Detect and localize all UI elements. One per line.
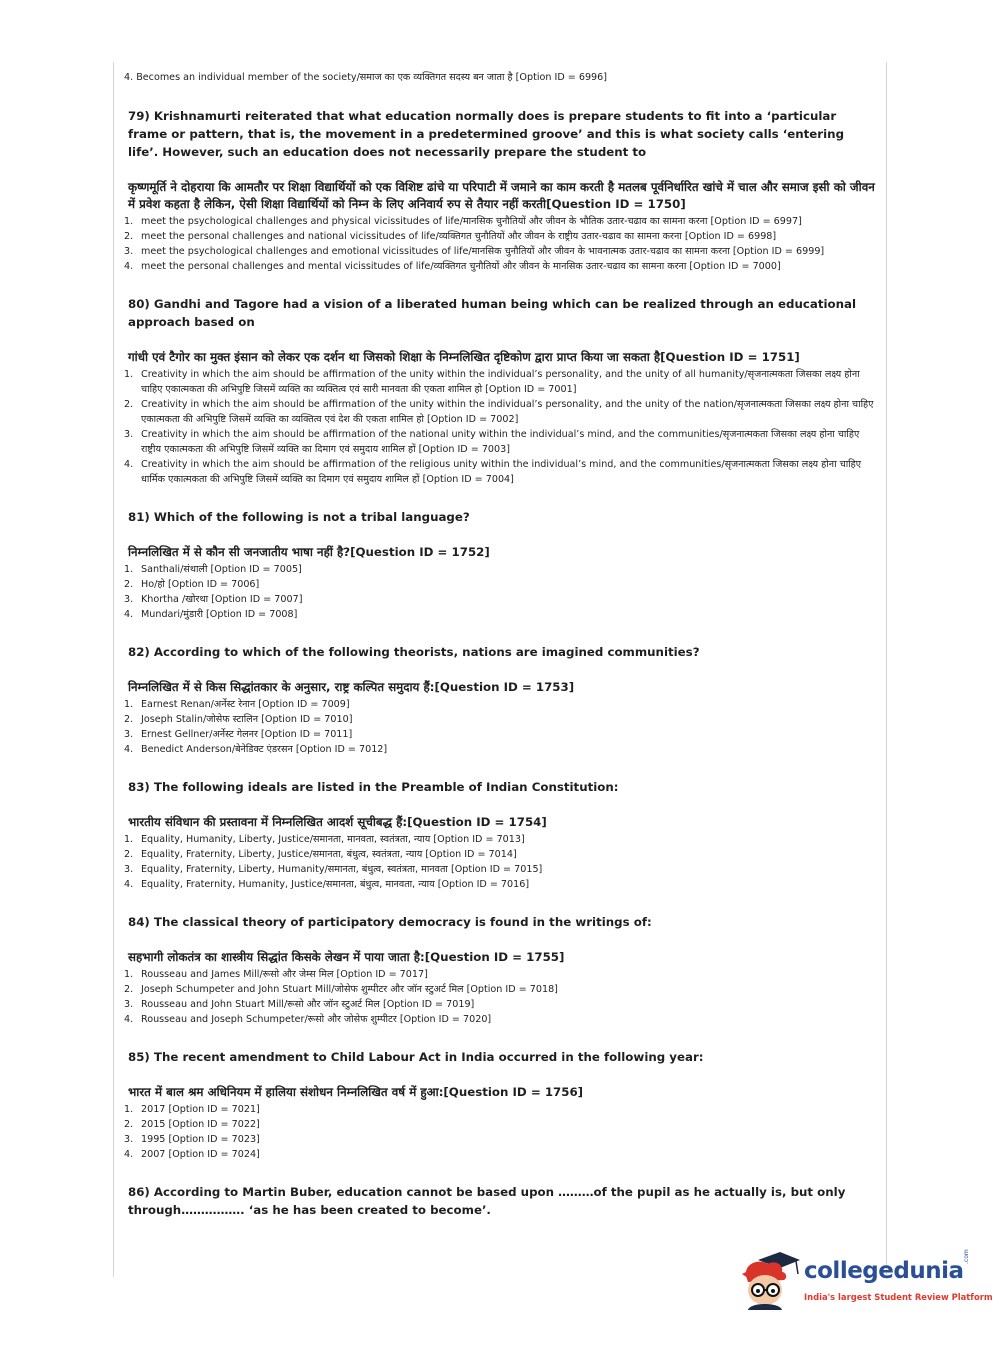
question-83 [124,778,876,892]
question-text-hi: सहभागी लोकतंत्र का शास्त्रीय सिद्धांत किसके लेखन में पाया जाता है:[Question ID = 1755] [128,950,565,964]
question-text-en: 79) Krishnamurti reiterated that what education normally does is prepare students to fit into a ‘particular frame or pattern, that is, the movement in a predetermined groove’ and this is what society calls ‘entering life’. However, such an education does not necessarily prepare the student to [128,109,845,159]
option-text: Equality, Fraternity, Liberty, Justice/समानता, बंधुत्व, स्वतंत्रता, न्याय [Option ID = 7014] [141,849,517,860]
option-text: Creativity in which the aim should be affirmation of the unity within the individual’s personality, and the unity of all humanity/सृजनात्मकता जिसका लक्ष्य होना चाहिए एकात्मकता की अभिपुष्टि जिसमें व्यक्ति का व्यक्तित्व एवं सारी मानवता की एकता शामिल हो [Option ID = 7001] [141,369,860,395]
option-text: meet the psychological challenges and emotional vicissitudes of life/मानसिक चुनौतियों और जीवन के भावनात्मक उतार-चढाव का सामना करना [Option ID = 6999] [141,246,825,257]
option-text: Equality, Fraternity, Liberty, Humanity/समानता, बंधुत्व, स्वतंत्रता, मानवता [Option ID = 7015] [141,864,543,875]
question-text-hi: गांधी एवं टैगोर का मुक्त इंसान को लेकर एक दर्शन था जिसको शिक्षा के निम्नलिखित दृष्टिकोण द्वारा प्राप्त किया जा सकता है[Question ID = 1751] [128,350,800,364]
option-text: meet the personal challenges and mental vicissitudes of life/व्यक्तिगत चुनौतियों और जीवन के मानसिक उतार-चढाव का सामना करना [Option ID = 7000] [141,261,781,272]
option-number: 3. [124,1134,134,1145]
option-number: 3. [124,429,134,440]
option-text: Benedict Anderson/बेनेडिक्ट एंडरसन [Option ID = 7012] [141,744,388,755]
option-item [124,259,876,274]
logo-tagline: India's largest Student Review Platform [804,1292,993,1302]
option-number: 4. [124,459,134,470]
question-text-hi: निम्नलिखित में से किस सिद्धांतकार के अनुसार, राष्ट्र कल्पित समुदाय हैं:[Question ID = 1753] [128,680,575,694]
option-number: 1. [124,369,134,380]
option-text: Joseph Schumpeter and John Stuart Mill/जोसेफ शुम्पीटर और जॉन स्टुअर्ट मिल [Option ID = 7018] [141,984,558,995]
option-item [124,697,876,712]
option-number: 4. [124,609,134,620]
option-item [124,562,876,577]
option-number: 4. [124,879,134,890]
option-number: 4. [124,1149,134,1160]
option-number: 4. [124,261,134,272]
question-text-en: 80) Gandhi and Tagore had a vision of a liberated human being which can be realized through an educational approach based on [128,297,857,329]
option-number: 1. [124,834,134,845]
option-item [124,877,876,892]
option-text: Earnest Renan/अर्नेस्ट रेनान [Option ID = 7009] [141,699,350,710]
option-item [124,982,876,997]
option-text: 2015 [Option ID = 7022] [141,1119,260,1130]
question-80 [124,295,876,487]
question-paper [124,70,876,1240]
option-number: 1. [124,969,134,980]
option-number: 2. [124,231,134,242]
option-text: Joseph Stalin/जोसेफ स्टालिन [Option ID = 7010] [141,714,353,725]
option-list [124,214,876,274]
question-text-en: 83) The following ideals are listed in the Preamble of Indian Constitution: [128,780,619,794]
option-number: 2. [124,714,134,725]
logo-suffix: .com [963,1249,970,1264]
option-item [124,997,876,1012]
question-text-hi: निम्नलिखित में से कौन सी जनजातीय भाषा नहीं है?[Question ID = 1752] [128,545,490,559]
option-item [124,727,876,742]
option-item [124,967,876,982]
question-84 [124,913,876,1027]
option-item [124,1102,876,1117]
option-list [124,832,876,892]
option-text: meet the psychological challenges and physical vicissitudes of life/मानसिक चुनौतियों और जीवन के भौतिक उतार-चढाव का सामना करना [Option ID = 6997] [141,216,802,227]
option-item [124,742,876,757]
option-item [124,712,876,727]
option-list [124,697,876,757]
option-text: Equality, Fraternity, Humanity, Justice/समानता, बंधुत्व, मानवता, न्याय [Option ID = 7016] [141,879,530,890]
option-number: 1. [124,564,134,575]
option-number: 2. [124,849,134,860]
option-number: 3. [124,864,134,875]
option-text: meet the personal challenges and national vicissitudes of life/व्यक्तिगत चुनौतियों और जीवन के राष्ट्रीय उतार-चढाव का सामना करना [Option ID = 6998] [141,231,777,242]
option-text: Creativity in which the aim should be affirmation of the religious unity within the individual’s mind, and the communities/सृजनात्मकता जिसका लक्ष्य होना चाहिए धार्मिक एकात्मकता की अभिपुष्टि जिसमें व्यक्ति का दिमाग एवं समुदाय शामिल हों [Option ID = 7004] [141,459,862,485]
question-text-hi: भारत में बाल श्रम अधिनियम में हालिया संशोधन निम्नलिखित वर्ष में हुआ:[Question ID = 1756] [128,1085,584,1099]
option-number: 1. [124,216,134,227]
option-text: Ho/हो [Option ID = 7006] [141,579,260,590]
option-text: Creativity in which the aim should be affirmation of the national unity within the individual’s mind, and the communities/सृजनात्मकता जिसका लक्ष्य होना चाहिए राष्ट्रीय एकात्मकता की अभिपुष्टि जिसमें व्यक्ति का दिमाग एवं समुदाय शामिल हों [Option ID = 7003] [141,429,860,455]
question-text-en: 82) According to which of the following theorists, nations are imagined communities? [128,645,700,659]
option-text: 2007 [Option ID = 7024] [141,1149,260,1160]
option-number: 1. [124,699,134,710]
logo-wordmark: collegedunia [804,1258,964,1284]
question-text-hi: कृष्णमूर्ति ने दोहराया कि आमतौर पर शिक्षा विद्यार्थियों को एक विशिष्ट ढांचे या परिपाटी में जमाने का काम करती है मतलब पूर्वनिर्धारित खांचे में चाल और समाज इसी को जीवन में प्रवेश कहता है लेकिन, ऐसी शिक्षा विद्यार्थियों को निम्न के लिए अनिवार्य रुप से तैयार नहीं करती[Question ID = 1750] [128,180,875,211]
option-number: 1. [124,1104,134,1115]
question-text-en: 85) The recent amendment to Child Labour Act in India occurred in the following year: [128,1050,704,1064]
option-number: 2. [124,579,134,590]
option-text: 2017 [Option ID = 7021] [141,1104,260,1115]
collegedunia-logo [738,1249,993,1310]
question-81 [124,508,876,622]
option-text: Ernest Gellner/अर्नेस्ट गेलनर [Option ID = 7011] [141,729,353,740]
question-text-en: 86) According to Martin Buber, education cannot be based upon ………of the pupil as he actually is, but only through……………. ‘as he has been created to become’. [128,1185,846,1217]
option-number: 4. [124,1014,134,1025]
option-number: 2. [124,984,134,995]
option-text: Mundari/मुंडारी [Option ID = 7008] [141,609,298,620]
option-text: Creativity in which the aim should be affirmation of the unity within the individual’s personality, and the unity of the nation/सृजनात्मकता जिसका लक्ष्य होना चाहिए एकात्मकता की अभिपुष्टि जिसमें व्यक्ति का व्यक्तित्व एवं देश की एकता शामिल हो [Option ID = 7002] [141,399,874,425]
option-item [124,577,876,592]
option-number: 3. [124,999,134,1010]
option-number: 3. [124,729,134,740]
option-list [124,367,876,487]
option-number: 2. [124,399,134,410]
question-82 [124,643,876,757]
question-text-en: 81) Which of the following is not a tribal language? [128,510,470,524]
question-79 [124,107,876,274]
option-text: 1995 [Option ID = 7023] [141,1134,260,1145]
option-text: Rousseau and John Stuart Mill/रूसो और जॉन स्टुअर्ट मिल [Option ID = 7019] [141,999,475,1010]
option-item [124,229,876,244]
question-86 [124,1183,876,1219]
option-item [124,862,876,877]
option-item [124,427,876,457]
option-number: 3. [124,594,134,605]
option-text: Equality, Humanity, Liberty, Justice/समानता, मानवता, स्वतंत्रता, न्याय [Option ID = 7013] [141,834,525,845]
option-item [124,1117,876,1132]
option-item [124,1147,876,1162]
option-item [124,244,876,259]
option-item [124,607,876,622]
option-text: Khortha /खोरथा [Option ID = 7007] [141,594,303,605]
option-text: Santhali/संथाली [Option ID = 7005] [141,564,302,575]
option-item [124,397,876,427]
previous-option: 4. Becomes an individual member of the society/समाज का एक व्यक्तिगत सदस्य बन जाता है [Option ID = 6996] [124,72,608,83]
option-number: 4. [124,744,134,755]
option-number: 2. [124,1119,134,1130]
option-item [124,1132,876,1147]
question-85 [124,1048,876,1162]
option-number: 3. [124,246,134,257]
option-item [124,1012,876,1027]
option-item [124,367,876,397]
question-text-en: 84) The classical theory of participatory democracy is found in the writings of: [128,915,652,929]
option-item [124,592,876,607]
mascot-icon [738,1250,802,1310]
question-text-hi: भारतीय संविधान की प्रस्तावना में निम्नलिखित आदर्श सूचीबद्ध हैं:[Question ID = 1754] [128,815,547,829]
option-list [124,1102,876,1162]
option-text: Rousseau and James Mill/रूसो और जेम्स मिल [Option ID = 7017] [141,969,428,980]
option-list [124,967,876,1027]
option-text: Rousseau and Joseph Schumpeter/रूसो और जोसेफ शुम्पीटर [Option ID = 7020] [141,1014,492,1025]
option-item [124,457,876,487]
option-item [124,847,876,862]
option-item [124,832,876,847]
option-item [124,214,876,229]
option-list [124,562,876,622]
